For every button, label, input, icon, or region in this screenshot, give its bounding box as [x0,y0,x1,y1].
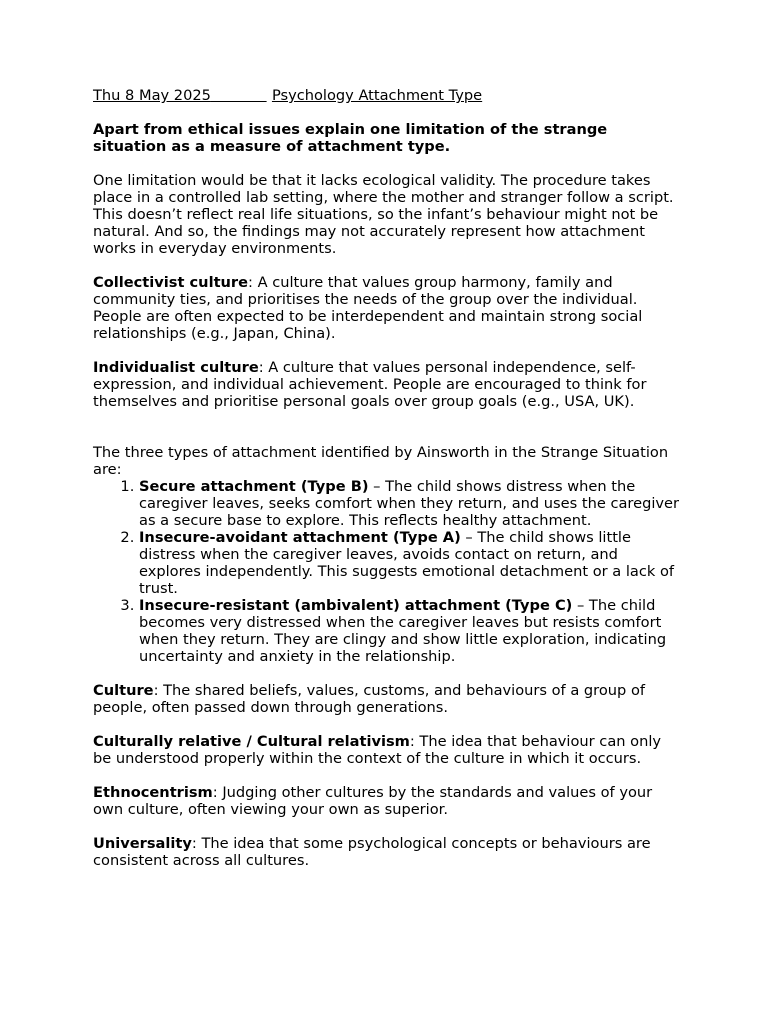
attachment-type-term: Insecure-avoidant attachment (Type A) [139,529,461,546]
question-text: Apart from ethical issues explain one limitation of the strange situation as a measure of attachment type. [93,121,608,155]
attachment-type-term: Insecure-resistant (ambivalent) attachment (Type C) [139,597,573,614]
attachment-type-term: Secure attachment (Type B) [139,478,369,495]
attachment-type-text: – The child shows little distress when the caregiver leaves, avoids contact on return, and explores independently. This suggests emotional detachment or a lack of trust. [139,529,675,597]
definition-text: : The shared beliefs, values, customs, and behaviours of a group of people, often passed down through generations. [93,682,646,716]
document-header [93,87,683,104]
header-title: Psychology Attachment Type [271,87,483,104]
definition-ethnocentrism [93,784,683,818]
definition-universality [93,835,683,869]
attachment-intro: The three types of attachment identified by Ainsworth in the Strange Situation are: [93,444,669,478]
definition-term: Ethnocentrism [93,784,213,801]
definition-term: Collectivist culture [93,274,249,291]
list-item [139,529,683,597]
definition-text: : The idea that some psychological concepts or behaviours are consistent across all cultures. [93,835,651,869]
definition-collectivist [93,274,683,342]
definition-cultural-relativism [93,733,683,767]
definition-term: Universality [93,835,192,852]
definition-term: Culture [93,682,154,699]
definition-individualist [93,359,683,410]
definition-text: : The idea that behaviour can only be understood properly within the context of the culture in which it occurs. [93,733,662,767]
definition-text: : A culture that values group harmony, family and community ties, and prioritises the needs of the group over the individual. People are often expected to be interdependent and maintain strong social relationships (e.g., Japan, China). [93,274,643,342]
list-item [139,478,683,529]
header-tab-space [211,87,272,104]
header-date: Thu 8 May 2025 [93,87,211,104]
attachment-type-text: – The child shows distress when the caregiver leaves, seeks comfort when they return, and uses the caregiver as a secure base to explore. This reflects healthy attachment. [139,478,680,529]
definition-term: Culturally relative / Cultural relativism [93,733,410,750]
definition-text: : A culture that values personal independence, self-expression, and individual achievement. People are encouraged to think for themselves and prioritise personal goals over group goals (e.g., USA, UK). [93,359,647,410]
definition-text: : Judging other cultures by the standards and values of your own culture, often viewing your own as superior. [93,784,653,818]
attachment-types-list [93,478,683,665]
definition-culture [93,682,683,716]
blank-line [93,427,683,444]
answer-paragraph: One limitation would be that it lacks ecological validity. The procedure takes place in a controlled lab setting, where the mother and stranger follow a script. This doesn’t reflect real life situations, so the infant’s behaviour might not be natural. And so, the findings may not accurately represent how attachment works in everyday environments. [93,172,674,257]
list-item [139,597,683,665]
definition-term: Individualist culture [93,359,259,376]
document-body [93,87,683,886]
exam-question [93,121,683,155]
attachment-type-text: – The child becomes very distressed when the caregiver leaves but resists comfort when they return. They are clingy and show little exploration, indicating uncertainty and anxiety in the relationship. [139,597,667,665]
